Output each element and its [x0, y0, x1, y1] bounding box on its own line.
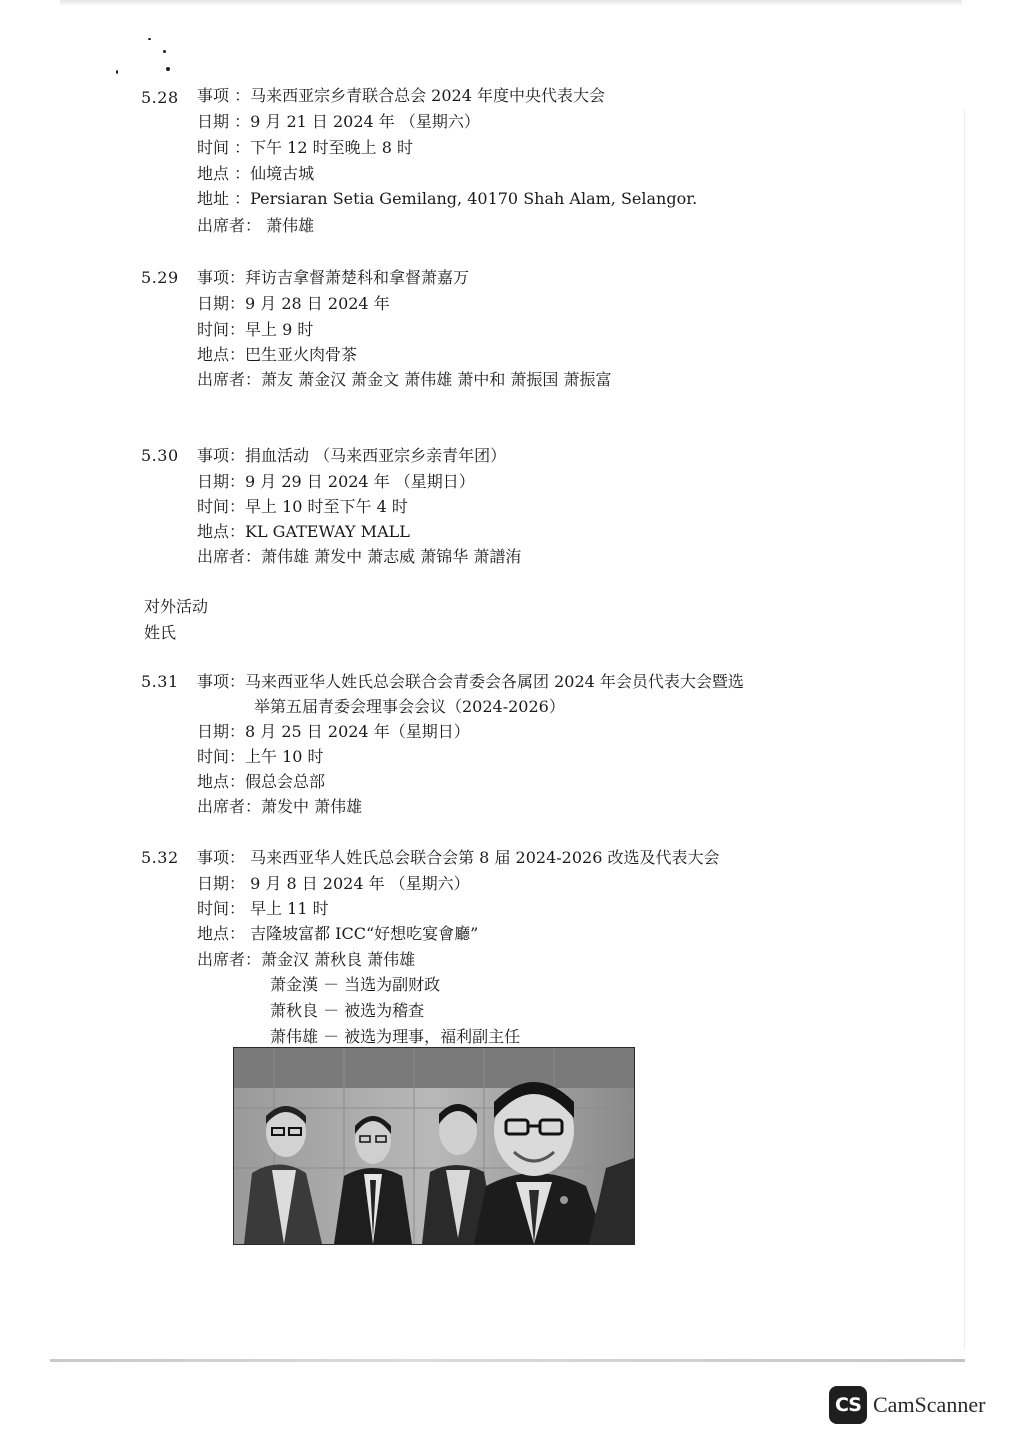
entry-address: 地址 ：Persiaran Setia Gemilang, 40170 Shah Alam, Selangor.	[197, 189, 698, 208]
entry-date: 日期： 9 月 8 日 2024 年 （星期六）	[197, 874, 470, 893]
entry-time: 时间： 早上 11 时	[197, 899, 329, 918]
group-photo	[233, 1047, 635, 1245]
entry-attendees: 出席者： 萧伟雄	[197, 216, 315, 235]
entry-attendees: 出席者：萧金汉 萧秋良 萧伟雄	[197, 950, 416, 969]
camscanner-watermark	[829, 1386, 985, 1424]
entry-attendees: 出席者：萧发中 萧伟雄	[197, 797, 363, 816]
section-subheading: 姓氏	[144, 623, 177, 642]
entry-place: 地点 ：仙境古城	[197, 164, 315, 183]
entry-item: 事项 ：马来西亚宗乡青联合总会 2024 年度中央代表大会	[197, 86, 605, 105]
entry-time: 时间：上午 10 时	[197, 747, 324, 766]
entry-date: 日期：8 月 25 日 2024 年（星期日）	[197, 722, 470, 741]
entry-item: 事项：拜访吉拿督萧楚科和拿督萧嘉万	[197, 268, 470, 287]
scan-top-edge	[60, 0, 962, 6]
scan-speck	[166, 67, 170, 71]
entry-time: 时间：早上 9 时	[197, 320, 314, 339]
entry-number: 5.30	[141, 446, 179, 465]
entry-place: 地点：巴生亚火肉骨茶	[197, 345, 358, 364]
entry-number: 5.28	[141, 88, 179, 107]
entry-place: 地点：假总会总部	[197, 772, 326, 791]
election-result: 萧伟雄 － 被选为理事，福利副主任	[270, 1027, 521, 1046]
entry-item-continued: 举第五届青委会理事会会议（2024-2026）	[254, 697, 565, 716]
entry-number: 5.32	[141, 848, 179, 867]
election-result: 萧秋良 － 被选为稽查	[270, 1001, 425, 1020]
entry-attendees: 出席者：萧友 萧金汉 萧金文 萧伟雄 萧中和 萧振国 萧振富	[197, 370, 612, 389]
entry-date: 日期：9 月 29 日 2024 年 （星期日）	[197, 472, 475, 491]
election-result: 萧金漢 － 当选为副财政	[270, 975, 441, 994]
entry-item: 事项： 马来西亚华人姓氏总会联合会第 8 届 2024-2026 改选及代表大会	[197, 848, 720, 867]
group-photo-image	[234, 1048, 634, 1244]
section-heading: 对外活动	[144, 597, 209, 616]
entry-time: 时间：早上 10 时至下午 4 时	[197, 497, 408, 516]
entry-place: 地点：KL GATEWAY MALL	[197, 522, 410, 541]
entry-date: 日期：9 月 28 日 2024 年	[197, 294, 390, 313]
scan-right-edge	[964, 110, 965, 1350]
camscanner-logo-icon: CS	[829, 1386, 867, 1424]
scan-speck	[163, 50, 166, 53]
entry-place: 地点： 吉隆坡富都 ICC“好想吃宴會廳”	[197, 924, 479, 943]
scan-bottom-edge	[50, 1359, 965, 1362]
entry-date: 日期 ：9 月 21 日 2024 年 （星期六）	[197, 112, 480, 131]
entry-item: 事项：捐血活动 （马来西亚宗乡亲青年团）	[197, 446, 507, 465]
entry-number: 5.31	[141, 672, 179, 691]
entry-time: 时间 ：下午 12 时至晚上 8 时	[197, 138, 413, 157]
camscanner-name: CamScanner	[873, 1392, 986, 1417]
scan-speck	[148, 38, 151, 40]
scan-speck	[116, 70, 118, 74]
entry-number: 5.29	[141, 268, 179, 287]
entry-attendees: 出席者：萧伟雄 萧发中 萧志威 萧锦华 萧譜洧	[197, 547, 522, 566]
entry-item: 事项：马来西亚华人姓氏总会联合会青委会各属团 2024 年会员代表大会暨选	[197, 672, 744, 691]
